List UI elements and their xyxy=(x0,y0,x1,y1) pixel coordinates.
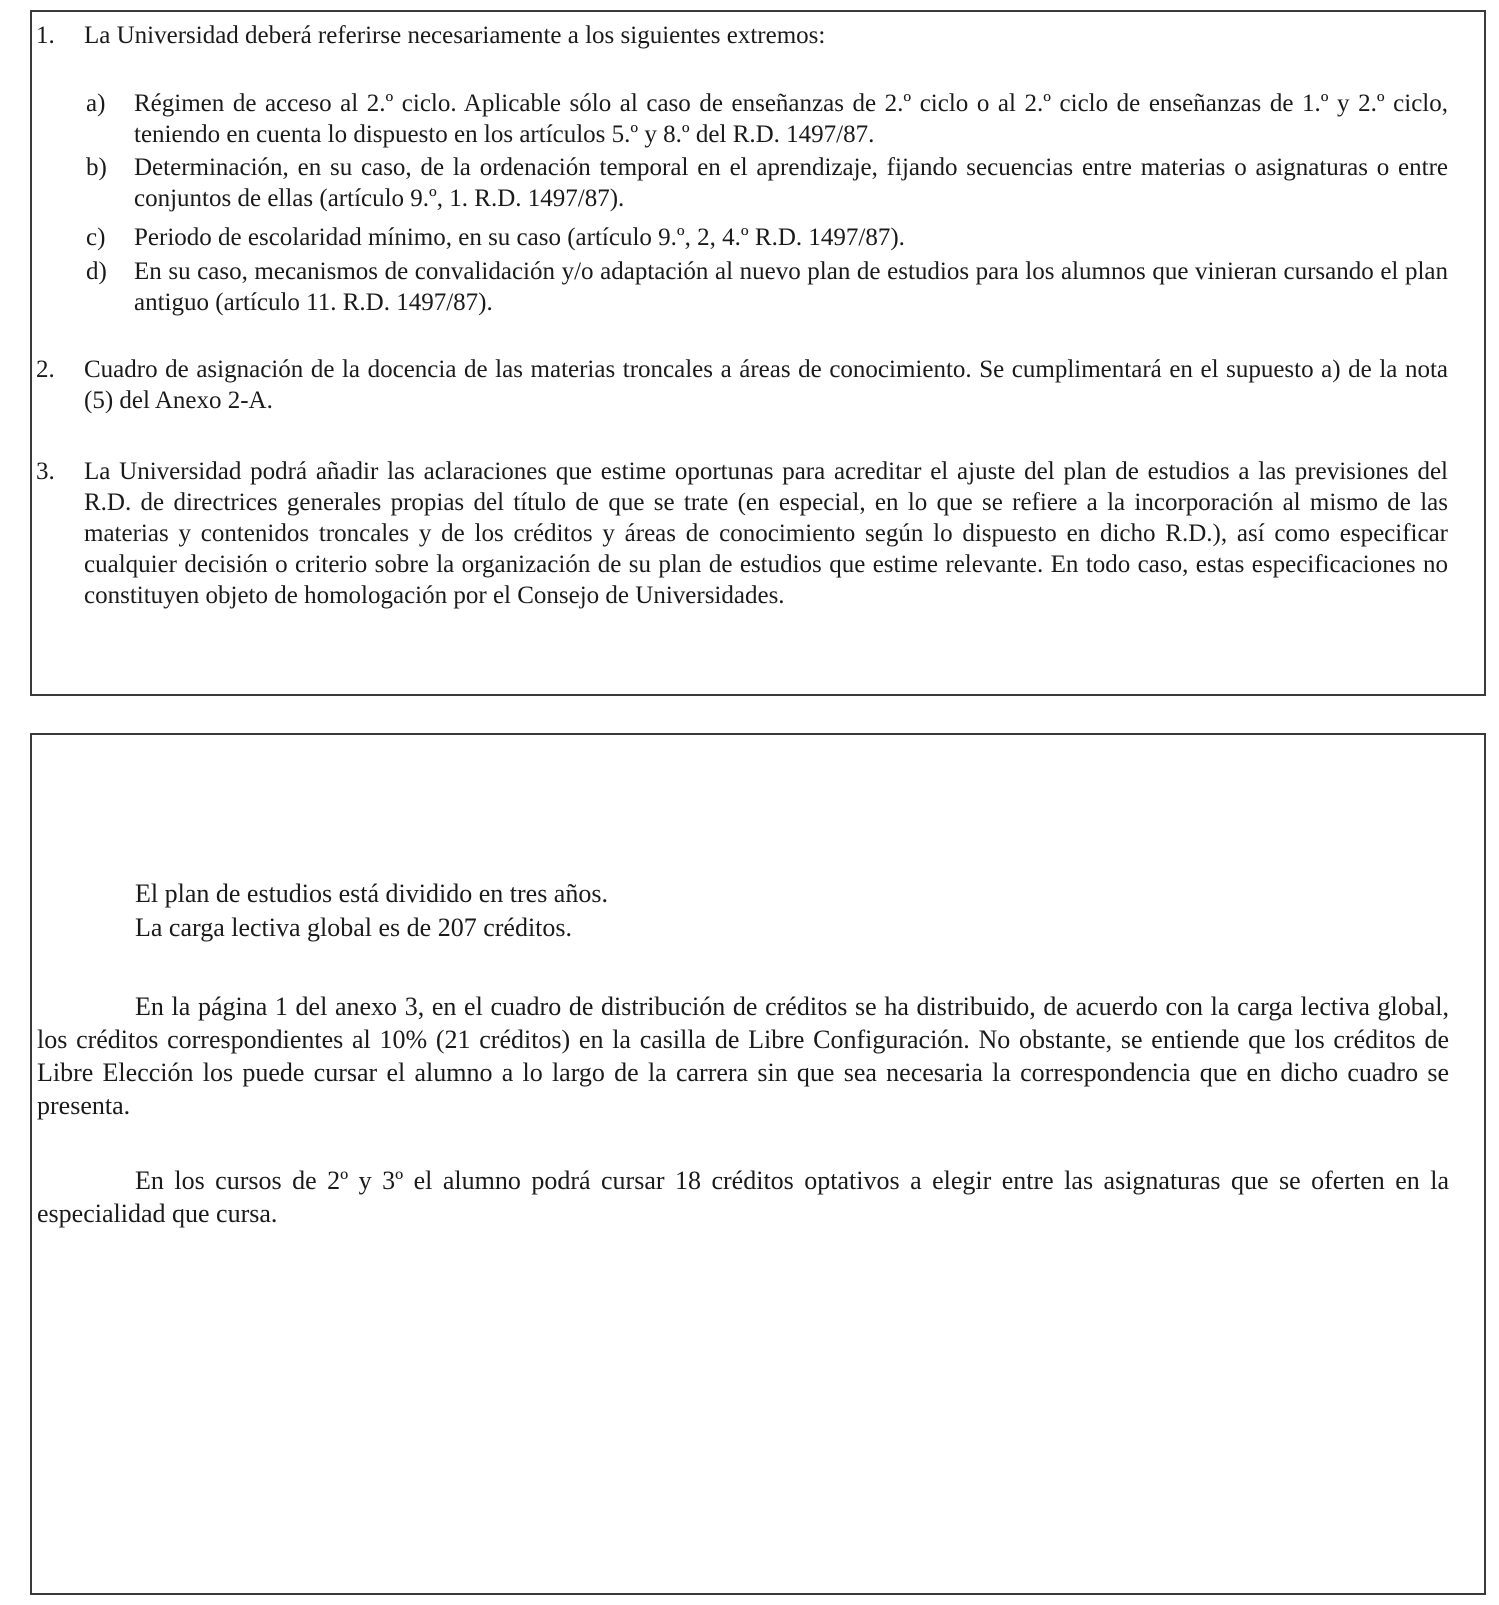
item-2-number: 2. xyxy=(36,356,55,383)
subitem-d xyxy=(86,256,1448,318)
subitem-a-text: Régimen de acceso al 2.º ciclo. Aplicable sólo al caso de enseñanzas de 2.º ciclo o al 2.º ciclo de enseñanzas de 1.º y 2.º ciclo, teniendo en cuenta lo dispuesto en los artículos 5.º y 8.º del R.D. 1497/87. xyxy=(134,90,1448,148)
item-2-text: Cuadro de asignación de la docencia de las materias troncales a áreas de conocimiento. Se cumplimentará en el supuesto a) de la nota (5) del Anexo 2-A. xyxy=(84,356,1448,414)
subitem-b-text: Determinación, en su caso, de la ordenación temporal en el aprendizaje, fijando secuencias entre materias o asignaturas o entre conjuntos de ellas (artículo 9.º, 1. R.D. 1497/87). xyxy=(134,154,1448,212)
plan-credits-line: La carga lectiva global es de 207 créditos. xyxy=(135,913,573,942)
optional-credits-paragraph: En los cursos de 2º y 3º el alumno podrá cursar 18 créditos optativos a elegir entre las asignaturas que se oferten en la especialidad que cursa. xyxy=(37,1166,1449,1228)
subitem-c-letter: c) xyxy=(86,224,106,251)
subitem-a xyxy=(86,88,1448,150)
credit-distribution-paragraph: En la página 1 del anexo 3, en el cuadro de distribución de créditos se ha distribuido, de acuerdo con la carga lectiva global, los créditos correspondientes al 10% (21 créditos) en la casilla de Libre Configuración. No obstante, se entiende que los créditos de Libre Elección los puede cursar el alumno a lo largo de la carrera sin que sea necesaria la correspondencia que en dicho cuadro se presenta. xyxy=(37,992,1449,1120)
item-3-text: La Universidad podrá añadir las aclaraciones que estime oportunas para acreditar el ajuste del plan de estudios a las previsiones del R.D. de directrices generales propias del título de que se trate (en especial, en lo que se refiere a la incorporación al mismo de las materias y contenidos troncales y de los créditos y áreas de conocimiento según lo dispuesto en dicho R.D.), así como especificar cualquier decisión o criterio sobre la organización de su plan de estudios que estime relevante. En todo caso, estas especificaciones no constituyen objeto de homologación por el Consejo de Universidades. xyxy=(84,458,1448,609)
item-2 xyxy=(36,354,1448,416)
subitem-c-text: Periodo de escolaridad mínimo, en su caso (artículo 9.º, 2, 4.º R.D. 1497/87). xyxy=(134,224,905,251)
subitem-b xyxy=(86,152,1448,214)
subitem-d-text: En su caso, mecanismos de convalidación y/o adaptación al nuevo plan de estudios para los alumnos que vinieran cursando el plan antiguo (artículo 11. R.D. 1497/87). xyxy=(134,258,1448,316)
plan-years-line: El plan de estudios está dividido en tres años. xyxy=(135,879,608,908)
subitem-c xyxy=(86,222,1448,253)
subitem-a-letter: a) xyxy=(86,90,106,117)
subitem-b-letter: b) xyxy=(86,154,107,181)
item-1-text: La Universidad deberá referirse necesariamente a los siguientes extremos: xyxy=(84,22,826,49)
item-1-number: 1. xyxy=(36,22,55,49)
item-3-number: 3. xyxy=(36,458,55,485)
item-3 xyxy=(36,456,1448,611)
item-1 xyxy=(36,20,1448,51)
subitem-d-letter: d) xyxy=(86,258,107,285)
